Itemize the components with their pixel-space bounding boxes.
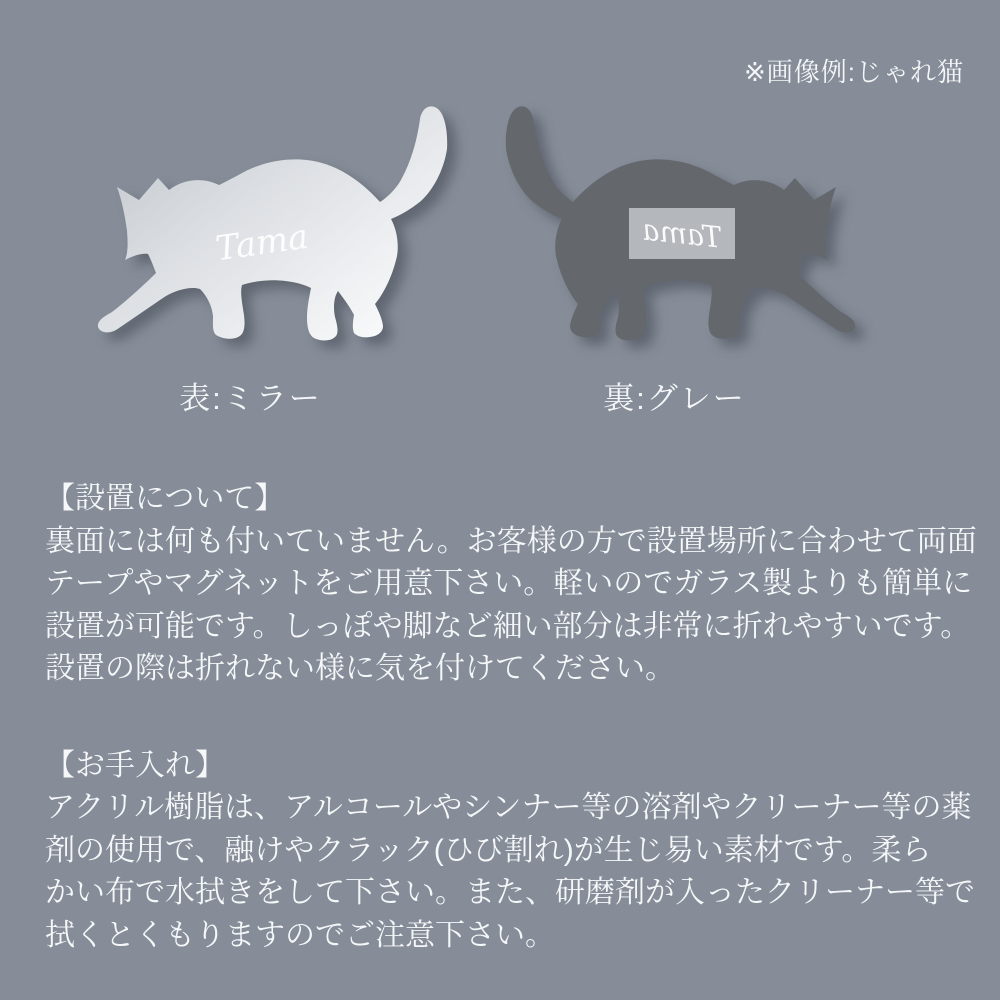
back-face-label: 裏:グレー [603, 381, 746, 416]
text-line: 剤の使用で、融けやクラック(ひび割れ)が生じ易い素材です。柔ら [45, 833, 932, 867]
text-line: 設置が可能です。しっぽや脚など細い部分は非常に折れやすいです。 [45, 609, 971, 643]
back-cat-silhouette [493, 102, 858, 346]
image-example-note: ※画像例:じゃれ猫 [743, 57, 964, 87]
description-text [45, 478, 977, 957]
pet-name-signature-mirrored: Tama [640, 212, 724, 255]
front-face-figure [95, 102, 460, 346]
text-line: かい布で水拭きをして下さい。また、研磨剤が入ったクリーナー等で [45, 876, 975, 909]
installation-section [45, 478, 977, 691]
section-heading-care: 【お手入れ】 [45, 748, 225, 782]
front-face-label: 表:ミラー [179, 381, 322, 416]
care-section [45, 745, 975, 958]
back-face-figure [493, 102, 858, 346]
text-line: 拭くとくもりますのでご注意下さい。 [45, 918, 555, 952]
text-line: 裏面には何も付いていません。お客様の方で設置場所に合わせて両面 [45, 524, 977, 558]
section-heading-installation: 【設置について】 [45, 482, 285, 515]
pet-name-signature: Tama [213, 216, 311, 270]
text-line: アクリル樹脂は、アルコールやシンナー等の溶剤やクリーナー等の薬 [45, 791, 972, 824]
text-line: テープやマグネットをご用意下さい。軽いのでガラス製よりも簡単に [45, 567, 973, 600]
text-line: 設置の際は折れない様に気を付けてください。 [45, 652, 675, 685]
front-cat-silhouette [95, 102, 460, 346]
